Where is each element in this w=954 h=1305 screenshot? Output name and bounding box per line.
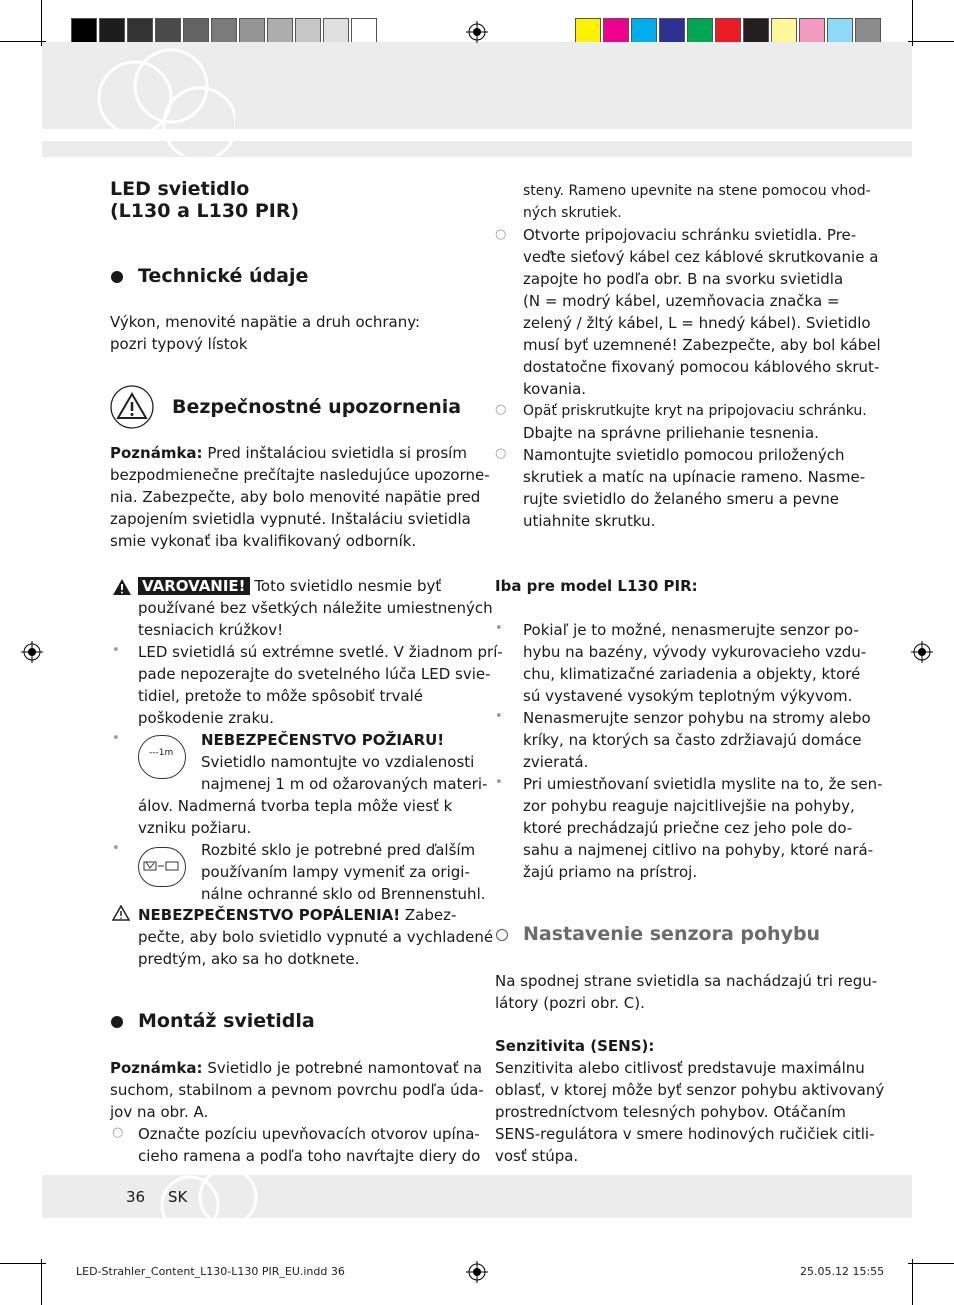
tech-heading: Technické údaje — [138, 265, 309, 287]
registration-mark-icon — [466, 21, 488, 43]
burn-line: predtým, ako sa ho dotknete. — [138, 950, 360, 968]
step2-line: veďte sieťový kábel cez káblové skrutkovanie a — [523, 248, 879, 266]
tech-line: Výkon, menovité napätie a druh ochrany: — [110, 313, 421, 331]
warning-line: tesniacich krúžkov! — [138, 621, 284, 639]
decorative-circles-graphic — [85, 46, 235, 156]
fire-line: vzniku požiaru. — [138, 819, 252, 837]
step2-line: (N = modrý kábel, uzemňovacia značka = — [523, 292, 840, 310]
circle-bullet-icon: ○ — [495, 227, 507, 242]
crop-mark — [0, 41, 46, 42]
sens-line: prostredníctvom telesných pohybov. Otáčaním — [495, 1103, 846, 1121]
bright-line: poškodenie zraku. — [138, 709, 274, 727]
note-line — [110, 442, 467, 464]
note-line: nia. Zabezpečte, aby bolo menovité napätie pred — [110, 488, 481, 506]
burn-text: Zabez- — [404, 906, 457, 924]
pir3-line: ktoré prechádzajú priečne cez jeho pole do- — [523, 819, 853, 837]
step4-line: Namontujte svietidlo pomocou priložených — [523, 446, 845, 464]
registration-mark-icon — [911, 641, 933, 663]
mount-step-line: Označte pozíciu upevňovacích otvorov upína- — [138, 1125, 480, 1143]
glass-line: nálne ochranné sklo od Brennenstuhl. — [201, 885, 486, 903]
burn-label: NEBEZPEČENSTVO POPÁLENIA! — [138, 906, 401, 924]
mount-note-label: Poznámka: — [110, 1059, 203, 1077]
warning-line — [138, 575, 441, 597]
bullet-icon: • — [495, 709, 503, 724]
page-language: SK — [168, 1188, 188, 1206]
pir-heading: Iba pre model L130 PIR: — [495, 577, 698, 595]
sens-line: SENS-regulátora v smere hodinových ručičiek citli- — [495, 1125, 875, 1143]
step2-line: kovania. — [523, 380, 587, 398]
bullet-icon: • — [495, 621, 503, 636]
sens-line: Senzitivita alebo citlivosť predstavuje maximálnu — [495, 1059, 865, 1077]
step3-line: Opäť priskrutkujte kryt na pripojovaciu schránku. — [523, 403, 867, 419]
warning-label: VAROVANIE! — [138, 577, 250, 595]
mount-note-line: suchom, stabilnom a pevnom povrchu podľa úda- — [110, 1081, 484, 1099]
pir1-line: hybu na bazény, vývody vykurovacieho vzdu- — [523, 643, 867, 661]
crop-mark — [908, 41, 954, 42]
pir2-line: kríky, na ktorých sa často zdržiavajú domáce — [523, 731, 862, 749]
fire-line: álov. Nadmerná tvorba tepla môže viesť k — [138, 797, 453, 815]
step4-line: utiahnite skrutku. — [523, 512, 656, 530]
footer-filename: LED-Strahler_Content_L130-L130 PIR_EU.indd 36 — [76, 1265, 345, 1278]
warning-line: používané bez všetkých náležite umiestnených — [138, 599, 493, 617]
crop-mark — [912, 1259, 913, 1305]
glass-line: používaním lampy vymeniť za origi- — [201, 863, 470, 881]
crop-mark — [908, 1263, 954, 1264]
sens-line: oblasť, v ktorej môže byť senzor pohybu aktivovaný — [495, 1081, 885, 1099]
crop-mark — [0, 1263, 46, 1264]
note-line: smie vykonať iba kvalifikovaný odborník. — [110, 532, 417, 550]
pir1-line: Pokiaľ je to možné, nenasmerujte senzor po- — [523, 621, 859, 639]
glass-line: Rozbité sklo je potrebné pred ďalším — [201, 841, 476, 859]
step2-line: Otvorte pripojovaciu schránku svietidla. Pre- — [523, 226, 857, 244]
page-title-line2: (L130 a L130 PIR) — [110, 200, 300, 222]
step4-line: skrutiek a matíc na upínacie rameno. Nasme- — [523, 468, 866, 486]
sensor-line: Na spodnej strane svietidla sa nachádzajú tri regu- — [495, 972, 878, 990]
sensor-heading: Nastavenie senzora pohybu — [523, 923, 821, 945]
bright-line: tidiel, pretože to môže spôsobiť trvalé — [138, 687, 424, 705]
burn-line — [138, 904, 456, 926]
bullet-icon: • — [112, 841, 120, 856]
cont-line: steny. Rameno upevnite na stene pomocou vhod- — [523, 183, 871, 199]
note-line: bezpodmienečne prečítajte nasledujúce upozorne- — [110, 466, 490, 484]
registration-mark-icon — [466, 1261, 488, 1283]
pir3-line: sahu a najmenej citlivo na pohyby, ktoré nará- — [523, 841, 874, 859]
bright-line: pade nepozerajte do svetelného lúča LED svie- — [138, 665, 491, 683]
sensor-line: látory (pozri obr. C). — [495, 994, 645, 1012]
step3-line: Dbajte na správne priliehanie tesnenia. — [523, 424, 819, 442]
crop-mark — [41, 1259, 42, 1305]
circle-bullet-icon: ○ — [495, 402, 507, 417]
circle-bullet-icon: ○ — [495, 446, 507, 461]
pir3-line: žajú priamo na prístroj. — [523, 863, 698, 881]
warning-small-icon — [112, 578, 132, 596]
sens-heading: Senzitivita (SENS): — [495, 1037, 655, 1055]
fire-line: najmenej 1 m od ožarovaných materi- — [201, 775, 488, 793]
pir2-line: zvieratá. — [523, 753, 589, 771]
safety-heading: Bezpečnostné upozornenia — [172, 396, 462, 418]
cont-line: ných skrutiek. — [523, 205, 622, 221]
note-line: zapojením svietidla vypnuté. Inštaláciu svietidla — [110, 510, 471, 528]
crop-mark — [912, 0, 913, 46]
step2-line: dostatočne fixovaný pomocou káblového skrut- — [523, 358, 880, 376]
distance-1m-icon — [138, 735, 186, 779]
warning-text: Toto svietidlo nesmie byť — [254, 577, 442, 595]
bright-line: LED svietidlá sú extrémne svetlé. V žiadnom prí- — [138, 643, 503, 661]
circle-bullet-icon: ○ — [112, 1125, 124, 1140]
section-bullet-icon — [111, 271, 123, 283]
fire-line: Svietidlo namontujte vo vzdialenosti — [201, 753, 475, 771]
bullet-icon: • — [112, 731, 120, 746]
pir3-line: Pri umiestňovaní svietidla myslite na to, že sen- — [523, 775, 883, 793]
warning-triangle-icon — [108, 385, 156, 429]
page-title-line1: LED svietidlo — [110, 178, 250, 200]
decorative-circles-graphic — [150, 1175, 260, 1218]
step2-line: zapojte ho podľa obr. B na svorku svietidla — [523, 270, 844, 288]
step2-line: musí byť uzemnené! Zabezpečte, aby bol kábel — [523, 336, 881, 354]
note-label: Poznámka: — [110, 444, 203, 462]
warning-outline-icon — [112, 905, 130, 921]
bullet-icon: • — [495, 775, 503, 790]
step4-line: rujte svietidlo do želaného smeru a pevne — [523, 490, 840, 508]
pir3-line: zor pohybu reaguje najcitlivejšie na pohyby, — [523, 797, 855, 815]
mount-note-line: jov na obr. A. — [110, 1103, 209, 1121]
sens-line: vosť stúpa. — [495, 1147, 579, 1165]
tech-line: pozri typový lístok — [110, 335, 248, 353]
page-number: 36 — [126, 1188, 146, 1206]
mount-note-text: Svietidlo je potrebné namontovať na — [207, 1059, 483, 1077]
subsection-circle-icon — [496, 929, 508, 941]
registration-mark-icon — [21, 641, 43, 663]
distance-label: ---1m — [149, 748, 174, 758]
mount-heading: Montáž svietidla — [138, 1010, 315, 1032]
fire-label: NEBEZPEČENSTVO POŽIARU! — [201, 731, 445, 749]
crop-mark — [41, 0, 42, 46]
pir1-line: chu, klimatizačné zariadenia a objekty, ktoré — [523, 665, 861, 683]
pir2-line: Nenasmerujte senzor pohybu na stromy alebo — [523, 709, 871, 727]
mount-step-line: cieho ramena a podľa toho navŕtajte diery do — [138, 1147, 481, 1165]
mount-note-line — [110, 1057, 482, 1079]
burn-line: pečte, aby bolo svietidlo vypnuté a vychladené — [138, 928, 494, 946]
step2-line: zelený / žltý kábel, L = hnedý kábel). Svietidlo — [523, 314, 871, 332]
broken-glass-icon — [138, 847, 186, 887]
section-bullet-icon — [111, 1016, 123, 1028]
bullet-icon: • — [112, 643, 120, 658]
pir1-line: sú vystavené vysokým teplotným výkyvom. — [523, 687, 853, 705]
footer-date: 25.05.12 15:55 — [800, 1265, 885, 1278]
note-text: Pred inštaláciou svietidla si prosím — [207, 444, 467, 462]
